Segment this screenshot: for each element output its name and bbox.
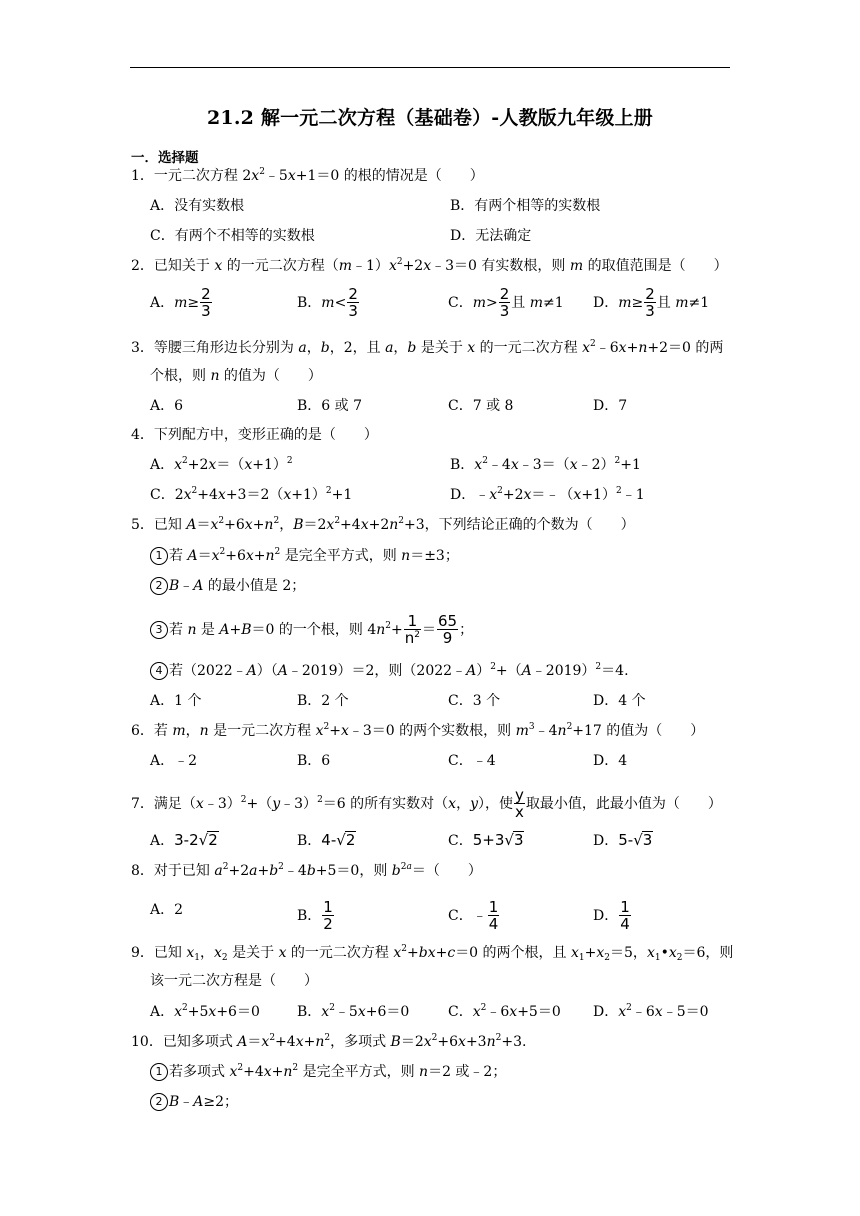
fraction: $\frac{1}{n^2}$ (404, 612, 421, 647)
question-4-option-b[interactable]: B．$x^2﹣4x﹣3=(x﹣2)^2+1$ (450, 456, 641, 473)
question-number: 1． (131, 168, 154, 184)
fraction: $\frac{2}{3}$ (348, 285, 358, 320)
question-9-option-c[interactable]: C．$x^2﹣6x+5=0$ (448, 1003, 561, 1020)
question-6-option-b[interactable]: B．6 (297, 753, 331, 769)
question-2-option-b[interactable]: B．m< $\frac{2}{3}$ (297, 285, 358, 320)
question-7-stem: 7．满足（x﹣3）$^2$+（y﹣3）$^2$＝6 的所有实数对（x，y），使 $\frac{y}{x}$ 取最小值，此最小值为（ ） (131, 786, 722, 821)
fraction: $\frac{2}{3}$ (645, 285, 655, 320)
question-number: 2． (131, 258, 154, 274)
fraction: $\frac{y}{x}$ (514, 786, 524, 821)
header-rule (130, 67, 730, 68)
question-10-statement-2: 2 B﹣A≥2； (150, 1092, 238, 1112)
question-number: 9． (131, 945, 154, 961)
fraction: $\frac{1}{4}$ (488, 898, 499, 933)
question-4-option-d[interactable]: D．$﹣x^2+2x=﹣(x+1)^2﹣1$ (450, 486, 645, 503)
question-9-stem: 9．已知 $x_1$，$x_2$ 是关于 x 的一元二次方程 $x^2+bx+c=0$ 的两个根，且 $x_1+x_2=5$，$x_1•x_2=6$，则 (131, 944, 734, 963)
question-8-option-a[interactable]: A．2 (150, 902, 184, 918)
question-9-option-d[interactable]: D．$x^2﹣6x﹣5=0$ (593, 1003, 709, 1020)
question-5-stem: 5．已知 $A=x^2+6x+n^2$，$B=2x^2+4x+2n^2+3$，下列结论正确的个数为（ ） (131, 516, 635, 533)
question-5-option-c[interactable]: C．3 个 (448, 693, 501, 709)
question-3-option-a[interactable]: A．6 (150, 398, 184, 414)
question-number: 8． (131, 863, 154, 879)
question-7-option-d[interactable]: D．5-√3 (593, 831, 653, 849)
question-8-option-c[interactable]: C．﹣ $\frac{1}{4}$ (448, 898, 499, 933)
question-1-option-a[interactable]: A．没有实数根 (150, 198, 245, 214)
circled-number: 3 (150, 621, 168, 639)
question-5-option-a[interactable]: A．1 个 (150, 693, 202, 709)
fraction: $\frac{2}{3}$ (201, 285, 211, 320)
question-9-option-a[interactable]: A．$x^2+5x+6=0$ (150, 1003, 260, 1020)
circled-number: 1 (150, 1063, 168, 1081)
question-6-option-a[interactable]: A．﹣2 (150, 753, 198, 769)
question-3-option-b[interactable]: B．6 或 7 (297, 398, 363, 414)
circled-number: 1 (150, 547, 168, 565)
question-3-stem: 3．等腰三角形边长分别为 a，b，2，且 a，b 是关于 x 的一元二次方程 $x^2﹣6x+n+2=0$ 的两 (131, 339, 724, 356)
question-5-statement-1: 1 若 $A=x^2+6x+n^2$ 是完全平方式，则 n＝±3； (150, 546, 459, 566)
fraction: $\frac{1}{2}$ (323, 898, 333, 933)
question-number: 4． (131, 427, 154, 443)
circled-number: 2 (150, 1093, 168, 1111)
question-number: 10． (131, 1034, 163, 1050)
question-8-stem: 8．对于已知 $a^2+2a+b^2﹣4b+5=0$，则 $b^{2a}=$（ ） (131, 862, 482, 879)
question-number: 3． (131, 340, 154, 356)
question-5-statement-2: 2 B﹣A 的最小值是 2； (150, 576, 305, 596)
question-1-option-b[interactable]: B．有两个相等的实数根 (450, 198, 601, 214)
question-6-stem: 6．若 m，n 是一元二次方程 $x^2+x﹣3=0$ 的两个实数根，则 $m^3﹣4n^2+17$ 的值为（ ） (131, 722, 705, 739)
question-2-stem: 2．已知关于 x 的一元二次方程$(m﹣1)x^2+2x﹣3=0$ 有实数根，则 m 的取值范围是（ ） (131, 257, 728, 274)
question-7-option-a[interactable]: A．3-2√2 (150, 831, 218, 849)
question-9-stem-cont: 该一元二次方程是（ ） (150, 973, 318, 989)
fraction: $\frac{2}{3}$ (499, 285, 510, 320)
question-1-option-c[interactable]: C．有两个不相等的实数根 (150, 228, 315, 244)
question-7-option-c[interactable]: C．5+3√3 (448, 831, 524, 849)
question-8-option-b[interactable]: B． $\frac{1}{2}$ (297, 898, 333, 933)
question-6-option-c[interactable]: C．﹣4 (448, 753, 496, 769)
question-2-option-a[interactable]: A．m≥ $\frac{2}{3}$ (150, 285, 211, 320)
question-3-stem-cont: 个根，则 n 的值为（ ） (150, 368, 322, 384)
question-7-option-b[interactable]: B．4-√2 (297, 831, 356, 849)
question-1-option-d[interactable]: D．无法确定 (450, 228, 532, 244)
question-3-option-d[interactable]: D．7 (593, 398, 628, 414)
question-5-statement-4: 4 若（2022﹣A）（A﹣2019）＝2，则（2022﹣A）$^2$+（A﹣2019）$^2$＝4. (150, 661, 629, 681)
question-10-statement-1: 1 若多项式 $x^2+4x+n^2$ 是完全平方式，则 n＝2 或﹣2； (150, 1062, 506, 1082)
fraction: $\frac{65}{9}$ (438, 612, 458, 647)
question-1-stem: 1．一元二次方程 $2x^2﹣5x+1=0$ 的根的情况是（ ） (131, 167, 484, 184)
question-4-option-c[interactable]: C．$2x^2+4x+3=2(x+1)^2+1$ (150, 486, 353, 503)
question-6-option-d[interactable]: D．4 (593, 753, 628, 769)
circled-number: 4 (150, 662, 168, 680)
page-title: 21.2 解一元二次方程（基础卷）-人教版九年级上册 (207, 107, 653, 129)
question-10-stem: 10．已知多项式 $A=x^2+4x+n^2$，多项式 $B=2x^2+6x+3n^2+3$. (131, 1033, 527, 1050)
question-3-option-c[interactable]: C．7 或 8 (448, 398, 514, 414)
question-8-option-d[interactable]: D． $\frac{1}{4}$ (593, 898, 630, 933)
question-2-option-d[interactable]: D．m≥ $\frac{2}{3}$ 且 m≠1 (593, 285, 710, 320)
question-2-option-c[interactable]: C．m> $\frac{2}{3}$ 且 m≠1 (448, 285, 564, 320)
question-9-option-b[interactable]: B．$x^2﹣5x+6=0$ (297, 1003, 410, 1020)
question-5-option-b[interactable]: B．2 个 (297, 693, 349, 709)
question-number: 6． (131, 723, 154, 739)
question-4-option-a[interactable]: A．$x^2+2x=(x+1)^2$ (150, 456, 293, 473)
question-4-stem: 4．下列配方中，变形正确的是（ ） (131, 427, 378, 443)
question-5-option-d[interactable]: D．4 个 (593, 693, 646, 709)
circled-number: 2 (150, 577, 168, 595)
question-number: 7． (131, 796, 154, 812)
question-number: 5． (131, 517, 154, 533)
fraction: $\frac{1}{4}$ (620, 898, 630, 933)
section-heading: 一．选择题 (131, 150, 199, 166)
question-5-statement-3: 3 若 n 是 A+B＝0 的一个根，则 $4n^2+$ $\frac{1}{n^2}$ ＝ $\frac{65}{9}$ ； (150, 614, 473, 646)
